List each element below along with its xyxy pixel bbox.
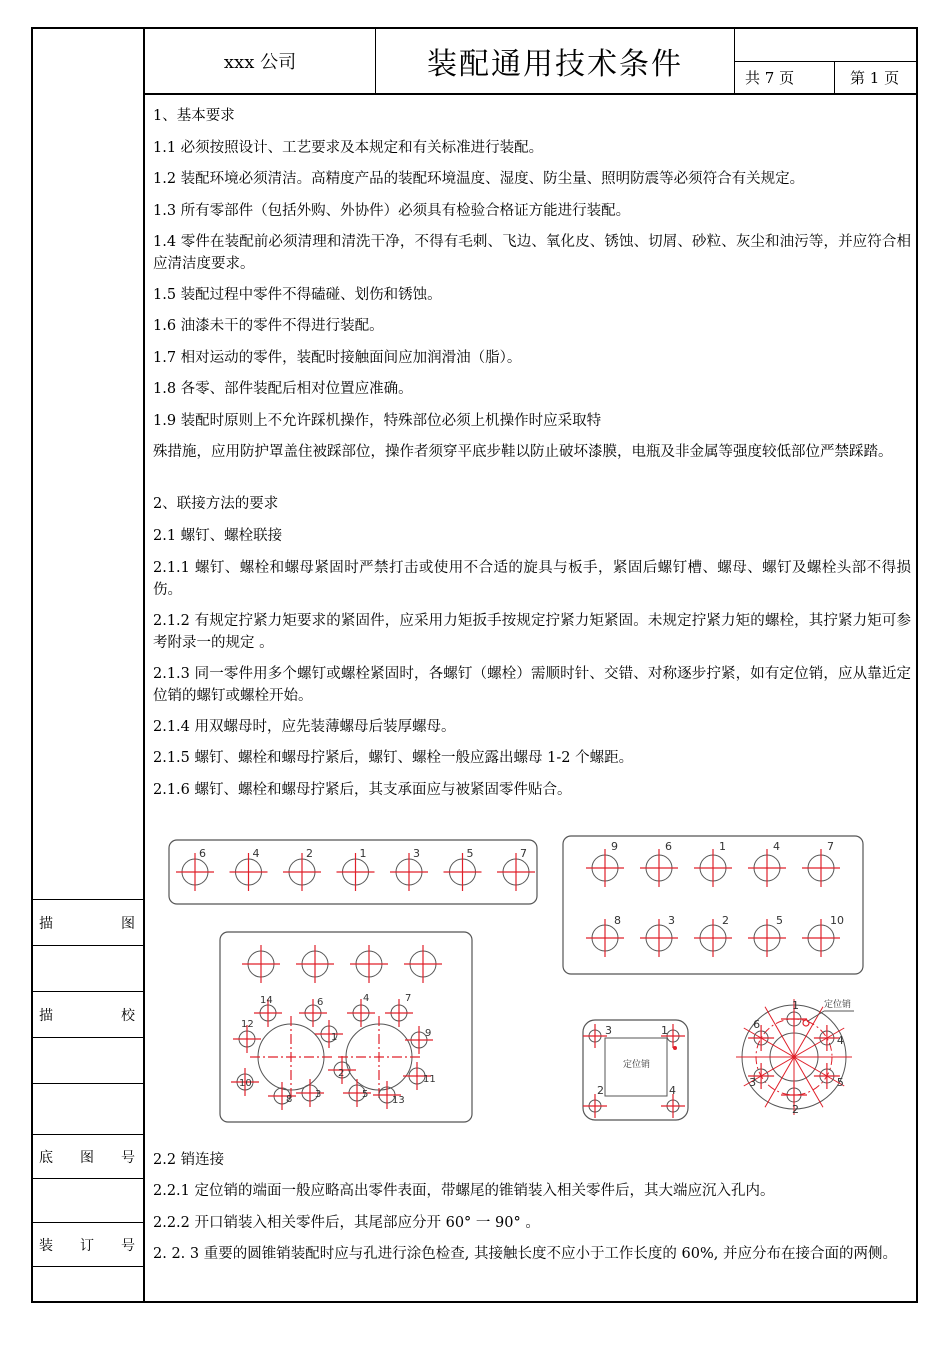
page-count-block [735,61,916,94]
sidebar-check-row [31,991,143,1037]
locating-pin-mark [673,1046,677,1050]
sidebar-bind-a: 装 [39,1237,53,1254]
bolt-hole [268,1082,296,1110]
paragraph: 2.1.6 螺钉、螺栓和螺母拧紧后，其支承面应与被紧固零件贴合。 [153,782,572,798]
sidebar-draw-a: 描 [39,915,53,932]
bolt-hole [390,847,428,891]
hole-sequence-label: 7 [827,840,834,853]
bolt-hole [405,1026,433,1054]
bolt-hole [176,847,214,891]
paragraph: 1.3 所有零部件（包括外购、外协件）必须具有检验合格证方能进行装配。 [153,203,631,219]
bolt-hole [283,847,321,891]
bolt-hole [694,840,732,887]
bolt-hole [586,840,624,887]
hole-sequence-label: 2 [597,1084,604,1097]
hole-sequence-label: 13 [392,1095,405,1106]
sidebar-base-row [31,1134,143,1178]
bolt-hole [748,914,786,957]
hole-sequence-label: 5 [836,1076,844,1089]
sidebar-base-c: 号 [121,1149,135,1166]
hole-sequence-label: 4 [669,1084,676,1097]
hole-sequence-label: 9 [425,1028,432,1039]
bolt-hole [233,1019,261,1053]
bolt-hole [802,914,844,957]
paragraph: 2.1.3 同一零件用多个螺钉或螺栓紧固时，各螺钉（螺栓）需顺时针、交错、对称逐步拧紧，如有定位销，应从靠近定位销的螺钉或螺栓开始。 [153,666,911,704]
bolt-hole [640,914,678,957]
bolt-hole [781,1082,807,1116]
paragraph: 2.2.1 定位销的端面一般应略高出零件表面，带螺尾的锥销装入相关零件后，其大端应沉入孔内。 [153,1183,775,1199]
bolt-hole [315,1020,343,1048]
hole-sequence-label: 8 [614,914,621,927]
paragraph: 2.1.1 螺钉、螺栓和螺母紧固时严禁打击或使用不合适的旋具与板手，紧固后螺钉槽、螺母、螺钉及螺栓头部不得损伤。 [153,560,911,598]
bolt-hole [337,847,375,891]
hole-sequence-label: 4 [363,993,370,1004]
bolt-hole [583,1024,612,1048]
sidebar-check-b: 校 [121,1007,135,1024]
hole-sequence-label: 6 [665,840,672,853]
hole-sequence-label: 9 [611,840,618,853]
current-page: 第 1 页 [850,69,900,87]
bolt-hole [814,1063,844,1089]
hole-sequence-label: 3 [605,1024,612,1037]
document-header [145,29,916,95]
paragraph: 1.7 相对运动的零件，装配时接触面间应加润滑油（脂）。 [153,350,522,366]
hole-sequence-label: 5 [776,914,783,927]
plate-single-row [169,840,537,904]
sidebar-check-a: 描 [39,1007,53,1024]
paragraph: 1.8 各零、部件装配后相对位置应准确。 [153,381,413,397]
hole-sequence-label: 7 [405,993,412,1004]
bolt-hole [347,993,375,1027]
paragraph: 1.6 油漆未干的零件不得进行装配。 [153,318,384,334]
hole-sequence-label: 12 [241,1019,254,1030]
sidebar-blank-row-3 [31,1083,143,1134]
hole-sequence-label: 3 [315,1089,322,1100]
flange-pin-label: 定位销 [824,1000,852,1010]
paragraph: 1.2 装配环境必须清洁。高精度产品的装配环境温度、湿度、防尘量、照明防震等必须符合有关规定。 [153,171,805,187]
bolt-hole [242,945,280,983]
hole-sequence-label: 10 [830,914,844,927]
bolt-hole [781,999,807,1032]
bolt-hole [299,997,327,1027]
hole-sequence-label: 7 [520,847,527,860]
bolt-hole [586,914,624,957]
bolt-tightening-sequence-diagrams [147,820,916,1130]
locating-pin-label: 定位销 [623,1060,651,1070]
hole-sequence-label: 3 [413,847,420,860]
bolt-hole [385,993,413,1027]
plate-circular-flange [736,998,854,1116]
hole-sequence-label: 1 [719,840,726,853]
hole-sequence-label: 1 [331,1032,338,1043]
bolt-hole [814,1025,844,1051]
sidebar-bind-row [31,1222,143,1266]
hole-sequence-label: 6 [317,997,324,1008]
sidebar-bind-c: 号 [121,1237,135,1254]
sidebar-bind-b: 订 [80,1237,94,1254]
sidebar-blank-row-4 [31,1178,143,1222]
bolt-hole [583,1084,607,1118]
plate-square-four-bolts [583,1020,688,1120]
plate-two-bores [220,932,472,1122]
sidebar-blank-row-2 [31,1037,143,1083]
paragraph: 1.9 装配时原则上不允许踩机操作，特殊部位必须上机操作时应采取特 [153,413,602,429]
hole-sequence-label: 5 [466,847,474,860]
bolt-hole [231,1068,259,1096]
hole-sequence-label: 6 [199,847,206,860]
paragraph: 殊措施，应用防护罩盖住被踩部位，操作者须穿平底步鞋以防止破坏漆膜，电瓶及非金属等强度较低部位严禁踩踏。 [153,444,893,460]
hole-sequence-label: 6 [753,1018,761,1031]
subsection-heading: 2.1 螺钉、螺栓联接 [153,528,283,544]
paragraph: 2.2.2 开口销装入相关零件后，其尾部应分开 60° 一 90° 。 [153,1215,540,1231]
bolt-hole [640,840,678,887]
hole-sequence-label: 2 [722,914,729,927]
company-name: xxx 公司 [145,29,376,93]
hole-sequence-label: 3 [749,1076,757,1089]
sidebar-base-a: 底 [39,1149,53,1166]
bolt-hole [403,1062,436,1090]
title-block-column [31,27,145,1303]
bolt-hole [748,840,786,887]
bolt-hole [350,945,388,983]
hole-sequence-label: 14 [260,995,273,1006]
bolt-hole [254,995,282,1027]
sidebar-blank-row-1 [31,945,143,991]
bolt-hole [497,847,535,891]
hole-sequence-label: 1 [792,999,799,1012]
bolt-hole [748,1018,774,1051]
hole-sequence-label: 1 [359,847,367,860]
bolt-hole [802,840,840,887]
bolt-hole [444,847,482,891]
hole-sequence-label: 11 [423,1074,436,1085]
hole-sequence-label: 2 [792,1103,799,1116]
bolt-hole [661,1024,685,1048]
section-heading: 1、基本要求 [153,108,235,124]
sidebar-draw-row [31,899,143,945]
total-pages: 共 7 页 [735,62,835,94]
hole-sequence-label: 4 [252,847,260,860]
bolt-hole [296,945,334,983]
paragraph: 1.4 零件在装配前必须清理和清洗干净，不得有毛刺、飞边、氧化皮、锈蚀、切屑、砂粒、灰尘和油污等，并应符合相应清洁度要求。 [153,234,911,272]
bolt-hole [296,1079,324,1107]
bolt-hole [373,1081,405,1109]
bolt-hole [404,945,442,983]
bore-circle [250,1016,332,1098]
hole-sequence-label: 2 [338,1068,345,1079]
document-title: 装配通用技术条件 [376,29,735,93]
bolt-hole [230,847,268,891]
bolt-hole [328,1056,356,1084]
hole-sequence-label: 1 [661,1024,668,1037]
bore-circle [338,1016,420,1098]
paragraph: 2. 2. 3 重要的圆锥销装配时应与孔进行涂色检查, 其接触长度不应小于工作长度的 60%, 并应分布在接合面的两侧。 [153,1246,897,1262]
bolt-hole [748,1063,774,1089]
bolt-hole [343,1079,371,1107]
paragraph: 1.1 必须按照设计、工艺要求及本规定和有关标准进行装配。 [153,140,544,156]
paragraph: 2.1.2 有规定拧紧力矩要求的紧固件，应采用力矩扳手按规定拧紧力矩紧固。未规定拧紧力矩的螺栓，其拧紧力矩可参考附录一的规定 。 [153,613,911,651]
hole-sequence-label: 2 [306,847,313,860]
bolt-hole [661,1084,685,1118]
bolt-hole [694,914,732,957]
hole-sequence-label: 10 [239,1078,252,1089]
paragraph: 2.1.5 螺钉、螺栓和螺母拧紧后，螺钉、螺栓一般应露出螺母 1-2 个螺距。 [153,750,634,766]
sidebar-blank-row-5 [31,1266,143,1301]
subsection-heading: 2.2 销连接 [153,1152,225,1168]
paragraph: 1.5 装配过程中零件不得磕碰、划伤和锈蚀。 [153,287,442,303]
sidebar-draw-b: 图 [121,915,135,932]
hole-sequence-label: 3 [668,914,675,927]
paragraph: 2.1.4 用双螺母时，应先装薄螺母后装厚螺母。 [153,719,456,735]
hole-sequence-label: 4 [836,1034,844,1047]
hole-sequence-label: 8 [286,1094,293,1105]
sidebar-base-b: 图 [80,1149,94,1166]
hole-sequence-label: 5 [362,1089,369,1100]
hole-sequence-label: 4 [773,840,780,853]
section-heading: 2、联接方法的要求 [153,496,279,512]
plate-double-row [563,836,863,974]
